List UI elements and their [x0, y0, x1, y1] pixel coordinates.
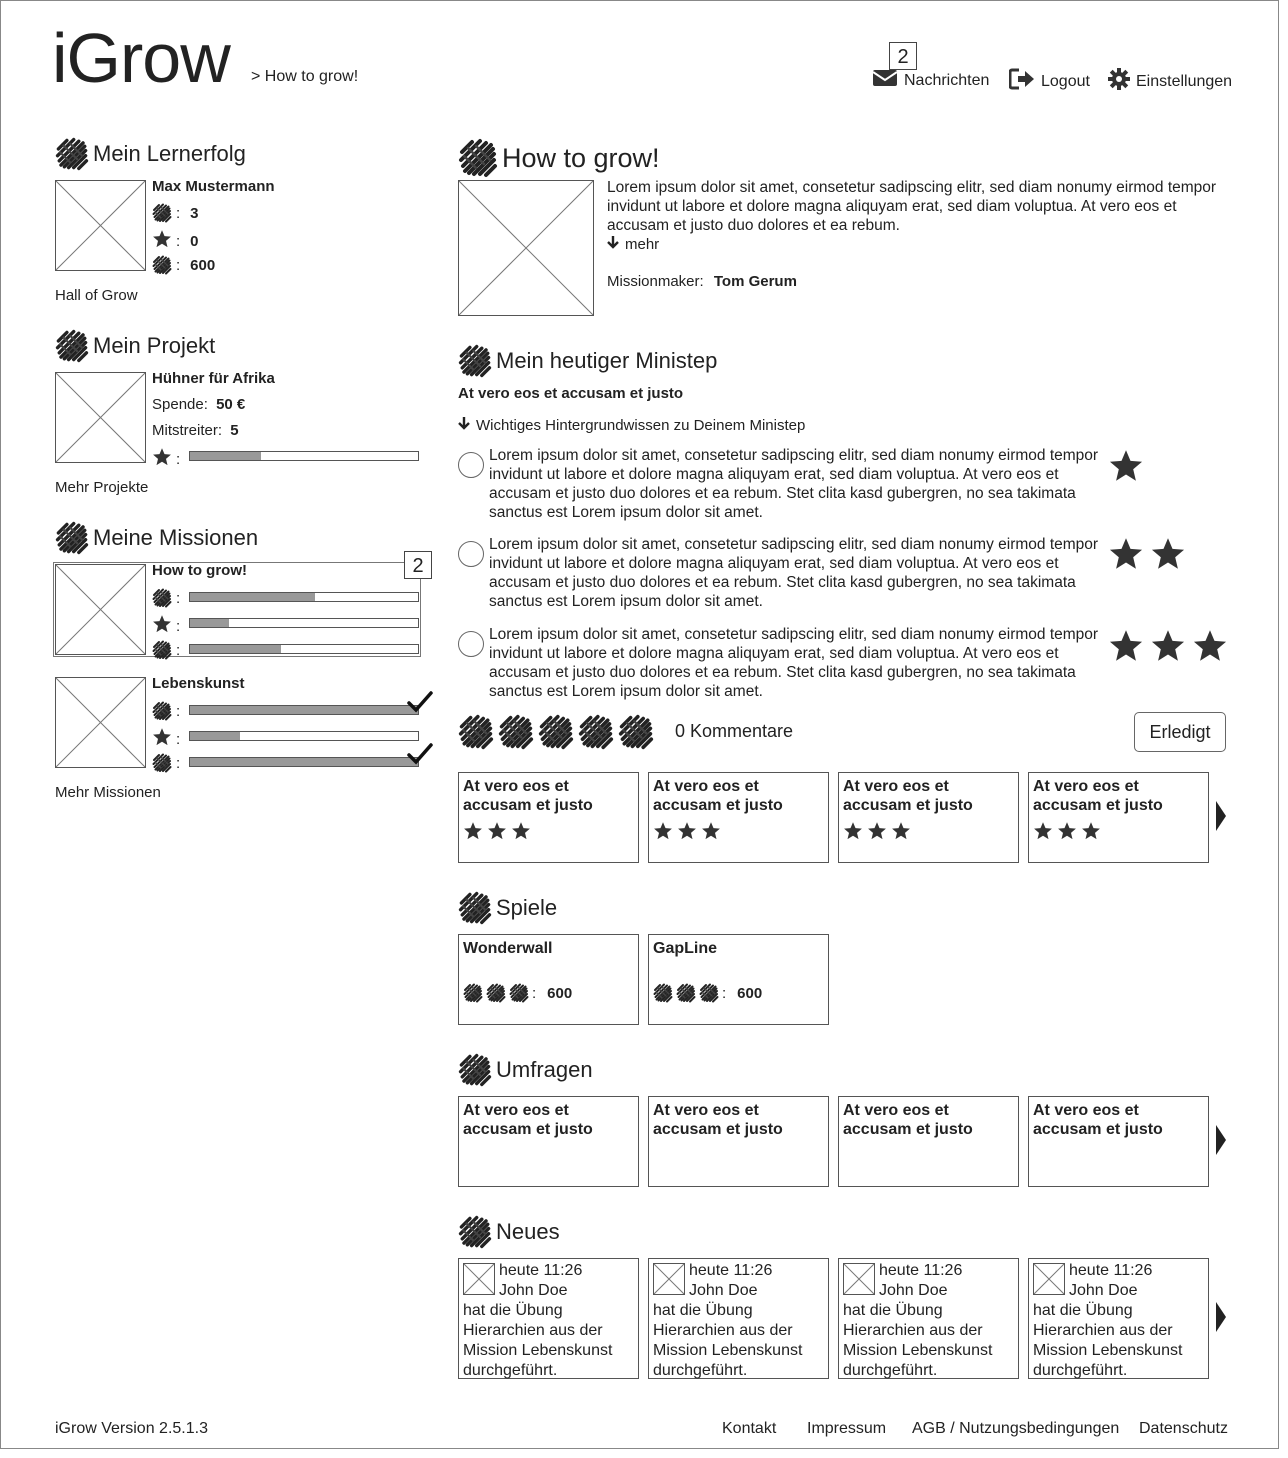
- grow-scribble-icon: [509, 983, 529, 1003]
- checkmark-icon: [407, 743, 433, 769]
- grow-scribble-icon: [152, 701, 172, 721]
- news-user[interactable]: John Doe: [1069, 1282, 1138, 1299]
- mission-progress-row: [152, 753, 180, 773]
- content-card[interactable]: [648, 772, 829, 863]
- star-icon: [867, 821, 887, 845]
- star-icon: [1108, 448, 1144, 488]
- content-card[interactable]: [1028, 1258, 1209, 1379]
- rating-scribble-icon[interactable]: [538, 714, 574, 750]
- umfragen-title-text: Umfragen: [496, 1057, 593, 1082]
- project-donation: [152, 396, 245, 413]
- task-difficulty-stars: [1108, 628, 1228, 668]
- mission-image-placeholder: [55, 564, 146, 655]
- breadcrumb[interactable]: > How to grow!: [251, 68, 359, 85]
- star-icon: [1057, 821, 1077, 845]
- grow-scribble-icon: [653, 983, 673, 1003]
- mission-progress-row: [152, 727, 180, 751]
- rating-scribble-icon[interactable]: [498, 714, 534, 750]
- star-icon: [1150, 628, 1186, 668]
- mission-progress-bar: [189, 731, 419, 741]
- donation-label: Spende:: [152, 396, 208, 413]
- envelope-icon: [872, 68, 898, 93]
- grow-scribble-icon: [152, 753, 172, 773]
- more-projects-link[interactable]: Mehr Projekte: [55, 479, 149, 496]
- game-title: Wonderwall: [463, 940, 553, 957]
- project-members: [152, 422, 239, 439]
- mission-progress-fill: [190, 758, 418, 766]
- grow-scribble-icon: [55, 329, 89, 363]
- mission-count-badge: 2: [404, 551, 432, 579]
- umfragen-title: [458, 1053, 593, 1087]
- grow-scribble-icon: [486, 983, 506, 1003]
- app-logo[interactable]: iGrow: [52, 19, 230, 97]
- ministep-subtitle: At vero eos et accusam et justo: [458, 385, 684, 402]
- mission-progress-fill: [190, 593, 315, 601]
- missionmaker-name[interactable]: Tom Gerum: [713, 273, 797, 290]
- main-title: [458, 138, 660, 178]
- settings-link[interactable]: [1108, 68, 1232, 95]
- messages-link[interactable]: [872, 68, 989, 93]
- more-link[interactable]: [607, 235, 659, 253]
- content-card[interactable]: [1028, 1096, 1209, 1187]
- news-avatar-placeholder: [1033, 1263, 1065, 1295]
- content-card[interactable]: [838, 772, 1019, 863]
- checkmark-icon: [407, 691, 433, 717]
- ministep-title: [458, 344, 717, 378]
- task-text: Lorem ipsum dolor sit amet, consetetur sadipscing elitr, sed diam nonumy eirmod tempor invidunt ut labore et dolore magna aliquyam erat, sed diam voluptua. At vero eos et accusam et justo duo dolores et ea rebum. Stet clita kasd gubergren, no sea takimata sanctus est Lorem ipsum dolor sit amet.: [489, 626, 1099, 700]
- stat-row-points: : 600: [152, 255, 215, 275]
- news-message: hat die Übung Hierarchien aus der Mission Lebenskunst durchgeführt.: [653, 1302, 803, 1379]
- logout-label: Logout: [1041, 72, 1090, 90]
- mission-name[interactable]: How to grow!: [152, 562, 247, 579]
- news-avatar-placeholder: [653, 1263, 685, 1295]
- colon-separator: :: [532, 984, 537, 1002]
- mission-image-placeholder: [55, 677, 146, 768]
- mission-progress-bar: [189, 757, 419, 767]
- gear-icon: [1108, 68, 1130, 95]
- background-knowledge-label: Wichtiges Hintergrundwissen zu Deinem Ministep: [476, 416, 806, 434]
- next-arrow-icon[interactable]: [1216, 1302, 1226, 1332]
- survey-title: At vero eos et accusam et justo: [463, 1102, 593, 1138]
- star-icon: [843, 821, 863, 845]
- colon-separator: :: [176, 730, 181, 748]
- project-image-placeholder: [55, 372, 146, 463]
- projekt-title: [55, 329, 215, 363]
- rating-scribble-icon[interactable]: [578, 714, 614, 750]
- content-card[interactable]: [458, 772, 639, 863]
- star-icon: [463, 821, 483, 845]
- task-radio[interactable]: [458, 631, 484, 657]
- game-score: [463, 983, 634, 1003]
- card-stars: [843, 821, 1014, 845]
- star-icon: [152, 229, 172, 253]
- colon-separator: :: [176, 702, 181, 720]
- grow-scribble-icon: [463, 983, 483, 1003]
- mission-progress-bar: [189, 644, 419, 654]
- more-missions-link[interactable]: Mehr Missionen: [55, 784, 161, 801]
- news-message: hat die Übung Hierarchien aus der Mission Lebenskunst durchgeführt.: [463, 1302, 613, 1379]
- grow-scribble-icon: [55, 521, 89, 555]
- mission-intro-text: Lorem ipsum dolor sit amet, consetetur sadipscing elitr, sed diam nonumy eirmod tempor invidunt ut labore et dolore magna aliquyam erat, sed diam voluptua. At vero eos et accusam et justo duo dolores et ea rebum.: [607, 179, 1217, 234]
- news-time: heute 11:26: [1069, 1262, 1153, 1279]
- footer-link-impressum[interactable]: Impressum: [807, 1420, 887, 1437]
- arrow-down-icon: [458, 416, 470, 434]
- mission-progress-fill: [190, 645, 281, 653]
- grow-scribble-icon: [458, 1053, 492, 1087]
- rating-scribble-icon[interactable]: [458, 714, 494, 750]
- logout-icon: [1009, 68, 1035, 95]
- grow-scribble-icon: [458, 891, 492, 925]
- grow-scribble-icon: [152, 588, 172, 608]
- stat-stars-value: 0: [190, 232, 199, 250]
- user-name: Max Mustermann: [152, 178, 275, 195]
- colon-separator: :: [176, 754, 181, 772]
- colon-separator: :: [176, 589, 181, 607]
- neues-title: [458, 1215, 560, 1249]
- rating-scribble-icon[interactable]: [618, 714, 654, 750]
- news-user[interactable]: John Doe: [879, 1282, 948, 1299]
- spiele-title-text: Spiele: [496, 895, 558, 920]
- missionen-title-text: Meine Missionen: [93, 525, 259, 550]
- colon-separator: :: [722, 984, 727, 1002]
- project-progress-fill: [190, 452, 261, 460]
- mission-name[interactable]: Lebenskunst: [152, 675, 245, 692]
- colon-separator: :: [176, 617, 181, 635]
- task-radio[interactable]: [458, 452, 484, 478]
- background-knowledge-link[interactable]: [458, 416, 805, 434]
- mission-progress-fill: [190, 619, 229, 627]
- lernerfolg-title: [55, 137, 246, 171]
- project-progress-bar: [189, 451, 419, 461]
- card-stars: [463, 821, 634, 845]
- mission-progress-bar: [189, 705, 419, 715]
- grow-scribble-icon: [55, 137, 89, 171]
- stat-row-scribble: : 3: [152, 203, 199, 223]
- survey-title: At vero eos et accusam et justo: [653, 1102, 783, 1138]
- content-card[interactable]: [838, 1096, 1019, 1187]
- survey-title: At vero eos et accusam et justo: [843, 1102, 973, 1138]
- star-icon: [152, 447, 172, 471]
- neues-title-text: Neues: [496, 1219, 560, 1244]
- task-difficulty-stars: [1108, 448, 1144, 488]
- star-icon: [653, 821, 673, 845]
- settings-label: Einstellungen: [1136, 72, 1233, 90]
- news-time: heute 11:26: [499, 1262, 583, 1279]
- content-card[interactable]: [458, 1258, 639, 1379]
- news-time: heute 11:26: [879, 1262, 963, 1279]
- news-time: heute 11:26: [689, 1262, 773, 1279]
- missionmaker-label: Missionmaker:: [607, 273, 704, 290]
- task-difficulty-stars: [1108, 536, 1186, 576]
- hall-of-grow-link[interactable]: Hall of Grow: [55, 287, 138, 304]
- task-text: Lorem ipsum dolor sit amet, consetetur sadipscing elitr, sed diam nonumy eirmod tempor invidunt ut labore et dolore magna aliquyam erat, sed diam voluptua. At vero eos et accusam et justo duo dolores et ea rebum. Stet clita kasd gubergren, no sea takimata sanctus est Lorem ipsum dolor sit amet.: [489, 536, 1099, 610]
- star-icon: [891, 821, 911, 845]
- content-card[interactable]: [838, 1258, 1019, 1379]
- game-score-value: 600: [547, 984, 573, 1002]
- star-icon: [487, 821, 507, 845]
- content-card[interactable]: [458, 1096, 639, 1187]
- news-message: hat die Übung Hierarchien aus der Mission Lebenskunst durchgeführt.: [843, 1302, 993, 1379]
- mission-progress-bar: [189, 618, 419, 628]
- mission-progress-fill: [190, 706, 418, 714]
- lernerfolg-title-text: Mein Lernerfolg: [93, 141, 246, 166]
- logout-link[interactable]: [1009, 68, 1090, 95]
- news-message: hat die Übung Hierarchien aus der Mission Lebenskunst durchgeführt.: [1033, 1302, 1183, 1379]
- done-button[interactable]: Erledigt: [1134, 712, 1226, 752]
- project-name[interactable]: Hühner für Afrika: [152, 370, 275, 387]
- members-label: Mitstreiter:: [152, 422, 223, 439]
- mission-progress-row: [152, 701, 180, 721]
- missionmaker: [607, 273, 797, 290]
- messages-label: Nachrichten: [904, 71, 990, 89]
- star-icon: [152, 614, 172, 638]
- mission-progress-row: [152, 588, 180, 608]
- game-score-value: 600: [737, 984, 763, 1002]
- star-icon: [152, 727, 172, 751]
- colon-separator: :: [176, 641, 181, 659]
- footer-link-agb[interactable]: AGB / Nutzungsbedingungen: [912, 1420, 1120, 1437]
- content-card[interactable]: [1028, 772, 1209, 863]
- members-value: 5: [230, 422, 239, 439]
- missionen-title: [55, 521, 258, 555]
- card-stars: [1033, 821, 1204, 845]
- next-arrow-icon[interactable]: [1216, 1125, 1226, 1155]
- grow-scribble-icon: [458, 138, 498, 178]
- star-icon: [1033, 821, 1053, 845]
- rating-scribbles[interactable]: [458, 714, 654, 750]
- news-avatar-placeholder: [463, 1263, 495, 1295]
- stat-points-value: 600: [190, 256, 216, 274]
- card-title: At vero eos et accusam et justo: [843, 778, 973, 814]
- content-card[interactable]: [648, 1096, 829, 1187]
- projekt-title-text: Mein Projekt: [93, 333, 216, 358]
- ministep-title-text: Mein heutiger Ministep: [496, 348, 718, 373]
- star-icon: [1108, 628, 1144, 668]
- star-icon: [701, 821, 721, 845]
- survey-title: At vero eos et accusam et justo: [1033, 1102, 1163, 1138]
- content-card[interactable]: [648, 934, 829, 1025]
- donation-value: 50 €: [216, 396, 246, 413]
- next-arrow-icon[interactable]: [1216, 801, 1226, 831]
- grow-scribble-icon: [676, 983, 696, 1003]
- news-avatar-placeholder: [843, 1263, 875, 1295]
- news-user[interactable]: John Doe: [689, 1282, 758, 1299]
- star-icon: [1192, 628, 1228, 668]
- card-title: At vero eos et accusam et justo: [653, 778, 783, 814]
- grow-scribble-icon: [458, 1215, 492, 1249]
- star-icon: [1108, 536, 1144, 576]
- grow-scribble-icon: [458, 344, 492, 378]
- comments-link[interactable]: 0 Kommentare: [675, 721, 794, 741]
- content-card[interactable]: [648, 1258, 829, 1379]
- news-user[interactable]: John Doe: [499, 1282, 568, 1299]
- card-title: At vero eos et accusam et justo: [463, 778, 593, 814]
- grow-scribble-icon: [152, 640, 172, 660]
- star-icon: [1081, 821, 1101, 845]
- star-icon: [1150, 536, 1186, 576]
- mission-progress-row: [152, 614, 180, 638]
- more-label: mehr: [625, 235, 660, 253]
- spiele-title: [458, 891, 557, 925]
- task-radio[interactable]: [458, 541, 484, 567]
- footer-link-kontakt[interactable]: Kontakt: [722, 1420, 777, 1437]
- app-version: iGrow Version 2.5.1.3: [55, 1420, 208, 1437]
- stat-row-stars: : 0: [152, 229, 199, 253]
- game-title: GapLine: [653, 940, 718, 957]
- messages-count-badge: 2: [889, 42, 917, 70]
- mission-progress-fill: [190, 732, 240, 740]
- mission-hero-image-placeholder: [458, 180, 594, 316]
- content-card[interactable]: [458, 934, 639, 1025]
- main-title-text: How to grow!: [502, 142, 660, 173]
- game-score: [653, 983, 824, 1003]
- arrow-down-icon: [607, 235, 619, 253]
- mission-progress-row: [152, 640, 180, 660]
- grow-scribble-icon: [699, 983, 719, 1003]
- grow-scribble-icon: [152, 255, 172, 275]
- stat-scribble-value: 3: [190, 204, 199, 222]
- footer-link-datenschutz[interactable]: Datenschutz: [1139, 1420, 1228, 1437]
- card-stars: [653, 821, 824, 845]
- mission-progress-bar: [189, 592, 419, 602]
- project-progress-row: :: [152, 447, 180, 471]
- profile-image-placeholder: [55, 180, 146, 271]
- star-icon: [677, 821, 697, 845]
- star-icon: [511, 821, 531, 845]
- card-title: At vero eos et accusam et justo: [1033, 778, 1163, 814]
- grow-scribble-icon: [152, 203, 172, 223]
- task-text: Lorem ipsum dolor sit amet, consetetur sadipscing elitr, sed diam nonumy eirmod tempor invidunt ut labore et dolore magna aliquyam erat, sed diam voluptua. At vero eos et accusam et justo duo dolores et ea rebum. Stet clita kasd gubergren, no sea takimata sanctus est Lorem ipsum dolor sit amet.: [489, 447, 1099, 521]
